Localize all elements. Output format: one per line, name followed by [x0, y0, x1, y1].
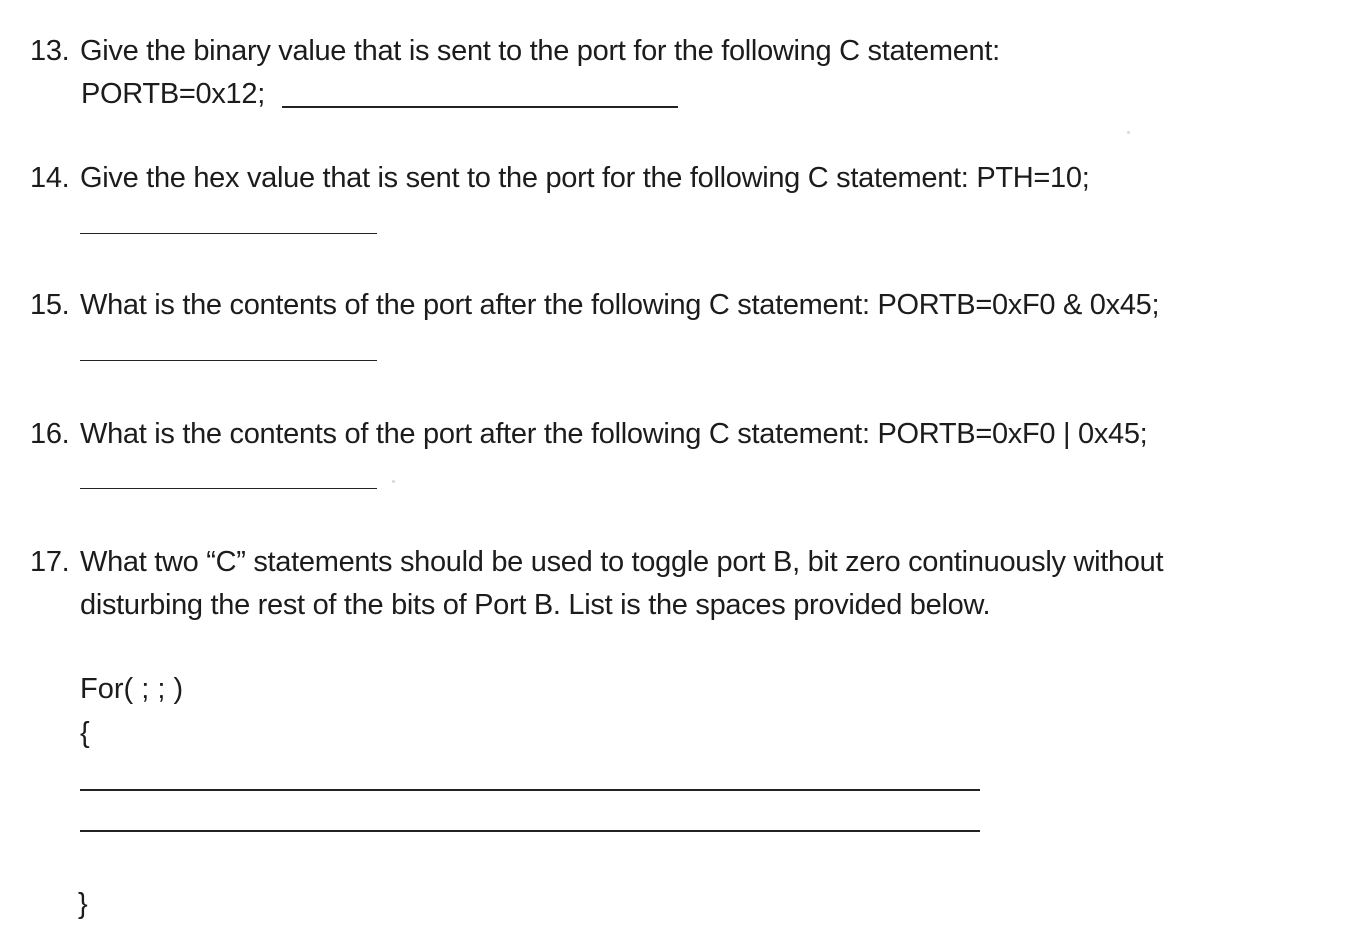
answer-blank-14[interactable] [80, 233, 377, 234]
question-number: 13. [30, 35, 70, 67]
question-17 [30, 548, 1163, 577]
answer-blank-15[interactable] [80, 360, 377, 361]
question-text: Give the binary value that is sent to the port for the following C statement: [80, 35, 1000, 67]
answer-blank-16[interactable] [80, 488, 377, 489]
question-number: 16. [30, 418, 70, 450]
code-close-brace: } [78, 888, 88, 920]
question-17-continuation: disturbing the rest of the bits of Port B. List is the spaces provided below. [80, 589, 991, 621]
answer-blank-13[interactable] [282, 106, 678, 108]
question-text: What is the contents of the port after the following C statement: PORTB=0xF0 | 0x45; [80, 418, 1148, 450]
question-16 [30, 420, 1147, 449]
question-13 [30, 37, 1000, 66]
answer-blank-17-line-2[interactable] [80, 830, 980, 832]
question-13-statement: PORTB=0x12; [81, 78, 265, 110]
question-text: What two “C” statements should be used to toggle port B, bit zero continuously without [80, 546, 1164, 578]
question-number: 17. [30, 546, 70, 578]
question-14 [30, 164, 1089, 193]
scan-speck [392, 480, 395, 483]
code-open-brace: { [80, 717, 90, 749]
question-number: 14. [30, 162, 70, 194]
question-text: What is the contents of the port after the following C statement: PORTB=0xF0 & 0x45; [80, 289, 1160, 321]
answer-blank-17-line-1[interactable] [80, 789, 980, 791]
scan-speck [1127, 131, 1130, 134]
question-number: 15. [30, 289, 70, 321]
question-text: Give the hex value that is sent to the port for the following C statement: PTH=10; [80, 162, 1090, 194]
code-loop-header: For( ; ; ) [80, 673, 184, 705]
question-15 [30, 291, 1159, 320]
